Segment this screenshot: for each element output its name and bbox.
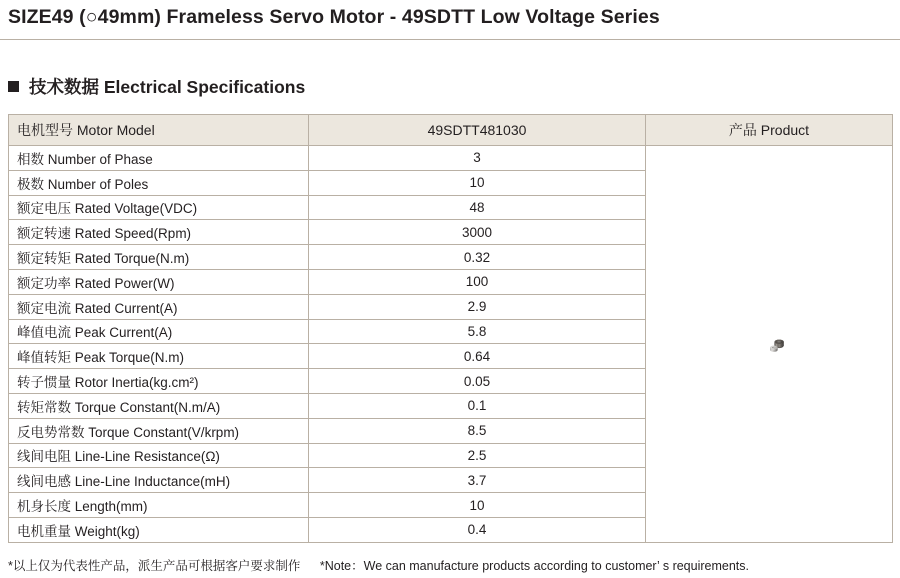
row-value: 2.5 bbox=[309, 443, 646, 468]
rotor-ring bbox=[770, 346, 777, 352]
row-value: 8.5 bbox=[309, 418, 646, 443]
title-divider bbox=[0, 39, 900, 40]
row-value: 10 bbox=[309, 170, 646, 195]
row-label: 峰值电流 Peak Current(A) bbox=[9, 319, 309, 344]
row-value: 3000 bbox=[309, 220, 646, 245]
row-label: 线间电阻 Line-Line Resistance(Ω) bbox=[9, 443, 309, 468]
row-label: 额定电压 Rated Voltage(VDC) bbox=[9, 195, 309, 220]
row-value: 0.05 bbox=[309, 369, 646, 394]
row-label: 转子惯量 Rotor Inertia(kg.cm²) bbox=[9, 369, 309, 394]
row-label: 机身长度 Length(mm) bbox=[9, 493, 309, 518]
row-label: 线间电感 Line-Line Inductance(mH) bbox=[9, 468, 309, 493]
row-value: 10 bbox=[309, 493, 646, 518]
table-row bbox=[9, 146, 893, 171]
page-title: SIZE49 (○49mm) Frameless Servo Motor - 49SDTT Low Voltage Series bbox=[8, 6, 660, 28]
row-label: 峰值转矩 Peak Torque(N.m) bbox=[9, 344, 309, 369]
row-value: 0.4 bbox=[309, 517, 646, 542]
footnote-cn: *以上仅为代表性产品，派生产品可根据客户要求制作 bbox=[8, 559, 301, 573]
row-value: 0.1 bbox=[309, 393, 646, 418]
row-value: 5.8 bbox=[309, 319, 646, 344]
row-value: 2.9 bbox=[309, 294, 646, 319]
square-bullet-icon bbox=[8, 81, 19, 92]
electrical-specifications-table bbox=[8, 114, 893, 543]
row-value: 3 bbox=[309, 146, 646, 171]
header-model-label: 电机型号 Motor Model bbox=[9, 115, 309, 146]
row-label: 电机重量 Weight(kg) bbox=[9, 517, 309, 542]
row-value: 0.64 bbox=[309, 344, 646, 369]
row-label: 额定电流 Rated Current(A) bbox=[9, 294, 309, 319]
product-image-cell bbox=[646, 146, 893, 543]
header-product-label: 产品 Product bbox=[646, 115, 893, 146]
section-heading-label: 技术数据 Electrical Specifications bbox=[29, 77, 306, 97]
frameless-motor-image bbox=[654, 332, 899, 356]
row-label: 转矩常数 Torque Constant(N.m/A) bbox=[9, 393, 309, 418]
row-value: 100 bbox=[309, 269, 646, 294]
row-label: 反电势常数 Torque Constant(V/krpm) bbox=[9, 418, 309, 443]
page-title-bar bbox=[0, 0, 900, 40]
row-value: 48 bbox=[309, 195, 646, 220]
row-label: 额定功率 Rated Power(W) bbox=[9, 269, 309, 294]
row-label: 极数 Number of Poles bbox=[9, 170, 309, 195]
footnote bbox=[8, 556, 749, 574]
row-label: 相数 Number of Phase bbox=[9, 146, 309, 171]
footnote-en: *Note：We can manufacture products according to customer’ s requirements. bbox=[319, 559, 749, 573]
header-model-value: 49SDTT481030 bbox=[309, 115, 646, 146]
row-value: 3.7 bbox=[309, 468, 646, 493]
table-header-row bbox=[9, 115, 893, 146]
row-label: 额定转速 Rated Speed(Rpm) bbox=[9, 220, 309, 245]
row-value: 0.32 bbox=[309, 245, 646, 270]
row-label: 额定转矩 Rated Torque(N.m) bbox=[9, 245, 309, 270]
section-heading bbox=[8, 74, 305, 99]
